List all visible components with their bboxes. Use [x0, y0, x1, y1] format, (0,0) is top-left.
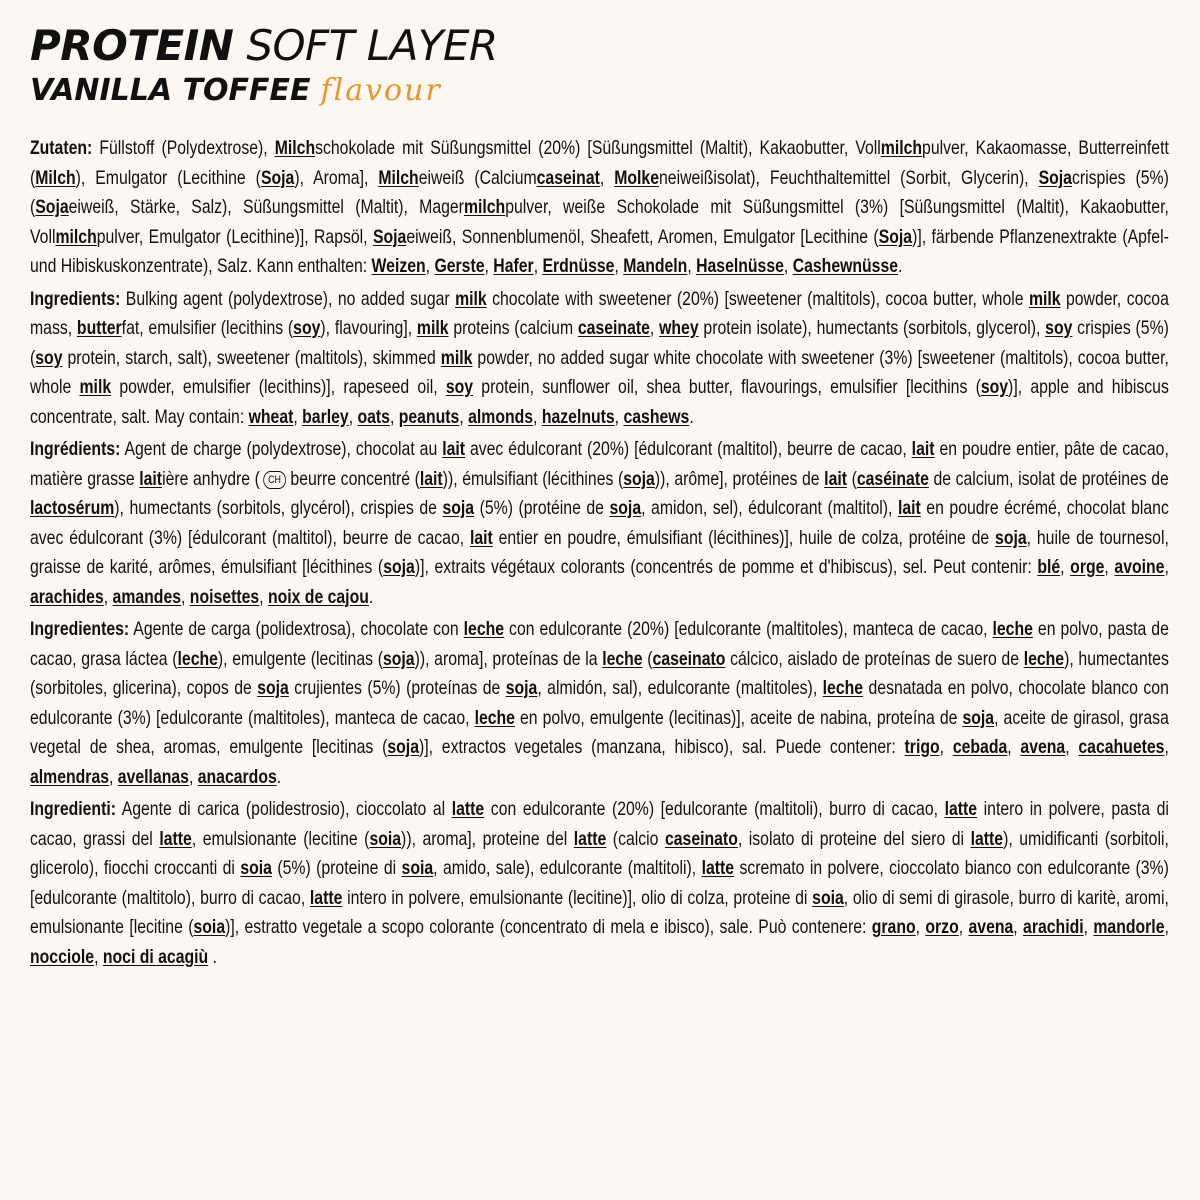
allergen: Cashewnüsse — [792, 255, 899, 277]
allergen: leche — [474, 706, 515, 729]
ingredient-text: ), Emulgator (Lecithine ( — [75, 166, 261, 189]
ingredient-text: )], apple and hibiscus concentrate, salt. May contain: — [30, 376, 1169, 428]
allergen: Milch — [35, 166, 76, 189]
allergen: wheat — [248, 405, 294, 428]
allergen: Gerste — [434, 255, 485, 277]
ingredient-text: . — [689, 405, 694, 428]
allergen: soia — [193, 916, 226, 938]
allergen: mandorle — [1093, 916, 1165, 938]
ingredients-de — [30, 134, 1169, 282]
ingredient-text: eiweiß, Stärke, Salz), Süßungsmittel (Maltit), Mager — [68, 196, 464, 218]
title-bold: PROTEIN — [30, 21, 234, 70]
allergen: soy — [445, 376, 474, 398]
allergen: cashews — [623, 405, 690, 428]
allergen: trigo — [904, 736, 940, 758]
ingredient-text: fat, emulsifier (lecithins ( — [121, 317, 294, 339]
allergen: latte — [573, 827, 607, 850]
allergen: soja — [442, 497, 475, 519]
allergen: almonds — [468, 405, 534, 428]
allergen: latte — [944, 798, 978, 820]
ingredient-text: (5%) (proteine di — [271, 857, 402, 879]
ingredients-en — [30, 285, 1169, 433]
allergen: soja — [382, 647, 415, 670]
ingredient-text: pulver, Emulgator (Lecithine)], Rapsöl, — [96, 225, 373, 248]
allergen: leche — [1023, 647, 1065, 670]
allergen: leche — [602, 647, 643, 670]
ingredient-text: )), émulsifiant (lécithines ( — [442, 467, 624, 490]
ingredient-text: ( — [847, 467, 857, 490]
ingredient-text: en polvo, pasta de cacao, grasa láctea ( — [30, 618, 1169, 670]
section-label: Ingredienti: — [30, 798, 116, 820]
allergen: lait — [469, 526, 493, 549]
section-label: Ingrédients: — [30, 438, 121, 460]
ingredient-text: pulver, Kakaomasse, Butterreinfett ( — [30, 137, 1169, 189]
ingredients-block — [30, 134, 1169, 972]
title-light: SOFT LAYER — [246, 21, 498, 70]
ingredient-text: desnatada en polvo, chocolate blanco con edulcorante (3%) [edulcorante (maltitoles), manteca de cacao, — [30, 677, 1169, 729]
section-label: Zutaten: — [30, 137, 93, 159]
ingredient-text: , — [915, 916, 926, 938]
ingredient-text: , — [1164, 556, 1169, 578]
ingredient-text: powder, emulsifier (lecithins)], rapeseed oil, — [111, 376, 446, 398]
ingredients-es — [30, 615, 1169, 792]
ingredient-text: , — [1164, 916, 1169, 938]
ingredient-text: scremato in polvere, cioccolato bianco con edulcorante (3%) [edulcorante (maltitolo), burro di cacao, — [30, 857, 1169, 909]
allergen: Milch — [274, 137, 316, 159]
ingredient-text: , — [181, 585, 190, 608]
allergen: milch — [463, 196, 506, 218]
ingredient-text: , — [1104, 556, 1115, 578]
allergen: noisettes — [189, 585, 260, 608]
allergen: soja — [505, 677, 538, 699]
ingredient-text: pulver, weiße Schokolade mit Süßungsmittel (3%) [Süßungsmittel (Maltit), Kakaobutter, Voll — [30, 196, 1169, 248]
ingredient-text: , — [599, 166, 615, 189]
ingredient-text: Füllstoff (Polydextrose), — [92, 137, 275, 159]
allergen: Molke — [614, 166, 660, 189]
allergen: lait — [911, 438, 935, 460]
ingredient-text: ), emulgente (lecitinas ( — [217, 647, 383, 670]
ingredient-text: Agente di carica (polidestrosio), cioccolato al — [115, 798, 452, 820]
allergen: avena — [1020, 736, 1066, 758]
ingredient-text: , almidón, sal), edulcorante (maltitoles), — [537, 677, 823, 699]
allergen: milch — [880, 137, 923, 159]
ingredient-text: protein, sunflower oil, shea butter, flavourings, emulsifier [lecithins ( — [473, 376, 981, 398]
allergen: lait — [824, 467, 848, 490]
allergen: lait — [419, 467, 443, 490]
allergen: blé — [1037, 556, 1061, 578]
allergen: Soja — [372, 225, 407, 248]
ingredient-text: ière anhydre ( — [162, 467, 260, 490]
ingredient-text: intero in polvere, emulsionante (lecitine)], olio di colza, proteine di — [342, 886, 813, 909]
ingredient-text: , amidon, sel), édulcorant (maltitol), — [641, 497, 898, 519]
allergen: Weizen — [371, 255, 426, 277]
allergen: Soja — [35, 196, 69, 218]
product-subtitle — [30, 72, 1170, 110]
allergen: caseinate — [577, 317, 650, 339]
ingredient-text: chocolate with sweetener (20%) [sweetener (maltitols), cocoa butter, whole — [486, 287, 1029, 310]
allergen: avena — [968, 916, 1014, 938]
ingredient-text: en polvo, emulgente (lecitinas)], aceite de nabina, proteína de — [514, 706, 963, 729]
allergen: caseinato — [664, 827, 738, 850]
ingredient-text: )), aroma], proteínas de la — [414, 647, 603, 670]
ingredient-text: crispies (5%) ( — [30, 166, 1169, 218]
ingredient-text: , — [1164, 736, 1169, 758]
allergen: Soja — [1038, 166, 1072, 189]
allergen: orge — [1070, 556, 1105, 578]
allergen: soja — [387, 736, 419, 758]
allergen: latte — [701, 857, 735, 879]
allergen: soy — [293, 317, 321, 339]
allergen: latte — [309, 886, 343, 909]
ingredient-text: , — [614, 405, 624, 428]
allergen: orzo — [925, 916, 959, 938]
ingredient-text: , — [293, 405, 303, 428]
allergen: cebada — [952, 736, 1008, 758]
allergen: soy — [35, 346, 63, 369]
allergen: milk — [416, 317, 449, 339]
allergen: lactosérum — [30, 497, 115, 519]
ingredient-text: , huile de tournesol, graisse de karité, arômes, émulsifiant [lécithines ( — [30, 526, 1169, 578]
allergen: soja — [609, 497, 642, 519]
allergen: almendras — [30, 765, 110, 788]
allergen: soia — [812, 886, 844, 909]
allergen: soja — [623, 467, 655, 490]
allergen: leche — [822, 677, 864, 699]
ingredient-text: intero in polvere, pasta di cacao, grassi del — [30, 798, 1169, 850]
allergen: caseinato — [652, 647, 726, 670]
allergen: Soja — [878, 225, 913, 248]
flavour-script: flavour — [320, 73, 442, 108]
ingredient-text: , — [1065, 736, 1079, 758]
allergen: caséinate — [856, 467, 929, 490]
ingredient-text: )], extractos vegetales (manzana, hibisco), sal. Puede contener: — [418, 736, 905, 758]
ingredient-text: . — [276, 765, 282, 788]
ingredient-text: , — [958, 916, 969, 938]
ingredient-text: en poudre entier, pâte de cacao, matière grasse — [30, 438, 1169, 490]
ingredient-text: eiweiß (Calcium — [418, 166, 537, 189]
allergen: Milch — [378, 166, 419, 189]
ingredient-text: . — [898, 255, 903, 277]
ingredient-text: protein, starch, salt), sweetener (maltitols), skimmed — [62, 346, 441, 369]
section-label: Ingredients: — [30, 287, 121, 310]
allergen: avellanas — [117, 765, 189, 788]
ingredient-text: schokolade mit Süßungsmittel (20%) [Süßungsmittel (Maltit), Kakaobutter, Voll — [315, 137, 881, 159]
ingredient-text: )), arôme], protéines de — [654, 467, 825, 490]
allergen: milk — [455, 287, 487, 310]
ingredient-text: , — [425, 255, 435, 277]
ingredient-text: , — [649, 317, 660, 339]
ingredient-text: Agente de carga (polidextrosa), chocolate con — [129, 618, 464, 640]
ingredient-text: beurre concentré ( — [285, 467, 420, 490]
allergen: arachides — [30, 585, 104, 608]
ingredient-text: , — [1060, 556, 1071, 578]
ingredient-text: crispies (5%) ( — [30, 317, 1169, 369]
ingredient-text: avec édulcorant (20%) [édulcorant (maltitol), beurre de cacao, — [465, 438, 912, 460]
ingredient-text: de calcium, isolat de protéines de — [928, 467, 1169, 490]
allergen: lait — [897, 497, 921, 519]
allergen: latte — [451, 798, 485, 820]
ingredient-text: ), humectantes (sorbitoles, glicerina), copos de — [30, 647, 1169, 699]
ingredients-it — [30, 795, 1169, 972]
ingredient-text: , — [459, 405, 469, 428]
allergen: leche — [177, 647, 218, 670]
ingredient-text: )), aroma], proteine del — [401, 827, 574, 850]
flavour-name: VANILLA TOFFEE — [30, 73, 311, 108]
ingredient-text: , — [939, 736, 953, 758]
allergen: soja — [962, 706, 995, 729]
ingredient-text: )], estratto vegetale a scopo colorante (concentrato di mela e ibisco), sale. Può contenere: — [225, 916, 872, 938]
product-title — [30, 22, 1170, 70]
ingredient-text: (5%) (protéine de — [474, 497, 610, 519]
ingredient-text: ), Aroma], — [294, 166, 379, 189]
allergen: noci di acagiù — [102, 945, 209, 968]
ingredient-text: , — [188, 765, 198, 788]
allergen: avoine — [1114, 556, 1165, 578]
ingredient-text: ), flavouring], — [320, 317, 417, 339]
ingredient-text: neiweißisolat), Feuchthaltemittel (Sorbit, Glycerin), — [659, 166, 1039, 189]
ingredient-text: , — [259, 585, 268, 608]
ingredient-text: . — [368, 585, 374, 608]
ingredient-text: , — [687, 255, 697, 277]
ingredient-text: , — [389, 405, 399, 428]
allergen: hazelnuts — [541, 405, 615, 428]
ingredient-text: , amido, sale), edulcorante (maltitoli), — [433, 857, 702, 879]
ingredient-text: , — [533, 255, 543, 277]
ingredient-text: powder, no added sugar white chocolate with sweetener (3%) [sweetener (maltitols), cocoa butter, whole — [30, 346, 1169, 398]
ingredient-text: entier en poudre, émulsifiant (lécithines)], huile de colza, protéine de — [492, 526, 996, 549]
allergen: noix de cajou — [267, 585, 369, 608]
ingredient-text: eiweiß, Sonnenblumenöl, Sheafett, Aromen, Emulgator [Lecithine ( — [406, 225, 879, 248]
allergen: oats — [357, 405, 390, 428]
ingredient-text: )], extraits végétaux colorants (concentrés de pomme et d'hibiscus), sel. Peut contenir: — [414, 556, 1038, 578]
allergen: lait — [139, 467, 163, 490]
ingredient-text: , olio di semi di girasole, burro di karitè, aromi, emulsionante [lecitine ( — [30, 886, 1169, 938]
ingredient-text: Agent de charge (polydextrose), chocolat au — [120, 438, 443, 460]
ingredient-text: powder, cocoa mass, — [30, 287, 1169, 339]
allergen: milk — [440, 346, 473, 369]
allergen: leche — [992, 618, 1033, 640]
allergen: soia — [240, 857, 272, 879]
ingredients-fr — [30, 435, 1169, 612]
allergen: nocciole — [30, 945, 95, 968]
section-label: Ingredientes: — [30, 618, 130, 640]
allergen: anacardos — [197, 765, 277, 788]
ingredient-text: , — [783, 255, 793, 277]
ingredient-text: crujientes (5%) (proteínas de — [288, 677, 506, 699]
allergen: cacahuetes — [1078, 736, 1165, 758]
allergen: soia — [401, 857, 434, 879]
ingredient-text: , — [103, 585, 113, 608]
ingredient-text: , — [1083, 916, 1094, 938]
allergen: soja — [257, 677, 289, 699]
allergen: grano — [871, 916, 916, 938]
ingredient-text: en poudre écrémé, chocolat blanc avec édulcorant (3%) [édulcorant (maltitol), beurre de cacao, — [30, 497, 1169, 549]
allergen: arachidi — [1023, 916, 1084, 938]
allergen: latte — [970, 827, 1004, 850]
ingredient-text: , aceite de girasol, grasa vegetal de shea, aromas, emulgente [lecitinas ( — [30, 706, 1169, 758]
allergen: leche — [463, 618, 505, 640]
ingredient-text: , — [1007, 736, 1021, 758]
ingredient-text: Bulking agent (polydextrose), no added sugar — [120, 287, 456, 310]
allergen: latte — [159, 827, 192, 850]
ch-country-badge: CH — [263, 471, 286, 489]
ingredient-text: )], färbende Pflanzenextrakte (Apfel- und Hibiskuskonzentrate), Salz. Kann enthalten: — [30, 225, 1169, 277]
allergen: caseinat — [536, 166, 600, 189]
ingredient-text: . — [208, 945, 217, 968]
ingredient-text: ( — [642, 647, 653, 670]
ingredient-text: ), umidificanti (sorbitoli, glicerolo), fiocchi croccanti di — [30, 827, 1169, 879]
ingredient-text: , — [533, 405, 542, 428]
allergen: Haselnüsse — [696, 255, 784, 277]
allergen: soy — [1045, 317, 1073, 339]
ingredient-text: , — [1013, 916, 1024, 938]
allergen: peanuts — [398, 405, 460, 428]
ingredient-text: con edulcorante (20%) [edulcorante (maltitoles), manteca de cacao, — [504, 618, 993, 640]
allergen: soy — [980, 376, 1009, 398]
ingredient-text: , — [614, 255, 624, 277]
ingredient-text: , — [109, 765, 118, 788]
ingredient-text: , isolato di proteine del siero di — [737, 827, 971, 850]
allergen: soja — [383, 556, 415, 578]
ingredient-text: protein isolate), humectants (sorbitols, glycerol), — [698, 317, 1046, 339]
allergen: Mandeln — [623, 255, 688, 277]
allergen: soja — [995, 526, 1027, 549]
allergen: butter — [76, 317, 122, 339]
ingredient-text: proteins (calcium — [448, 317, 578, 339]
ingredient-text: cálcico, aislado de proteínas de suero de — [725, 647, 1024, 670]
ingredient-text: , — [348, 405, 358, 428]
allergen: milk — [79, 376, 112, 398]
allergen: soia — [369, 827, 402, 850]
allergen: milk — [1028, 287, 1061, 310]
allergen: barley — [302, 405, 349, 428]
ingredient-text: ), humectants (sorbitols, glycérol), crispies de — [114, 497, 443, 519]
allergen: amandes — [112, 585, 182, 608]
allergen: Hafer — [493, 255, 534, 277]
allergen: Erdnüsse — [542, 255, 615, 277]
ingredient-text: con edulcorante (20%) [edulcorante (maltitoli), burro di cacao, — [484, 798, 945, 820]
ingredient-text: , — [94, 945, 103, 968]
ingredient-text: , — [484, 255, 494, 277]
ingredient-text: (calcio — [606, 827, 665, 850]
allergen: lait — [442, 438, 466, 460]
allergen: whey — [659, 317, 699, 339]
allergen: milch — [55, 225, 97, 248]
ingredient-text: , emulsionante (lecitine ( — [191, 827, 370, 850]
allergen: Soja — [260, 166, 295, 189]
